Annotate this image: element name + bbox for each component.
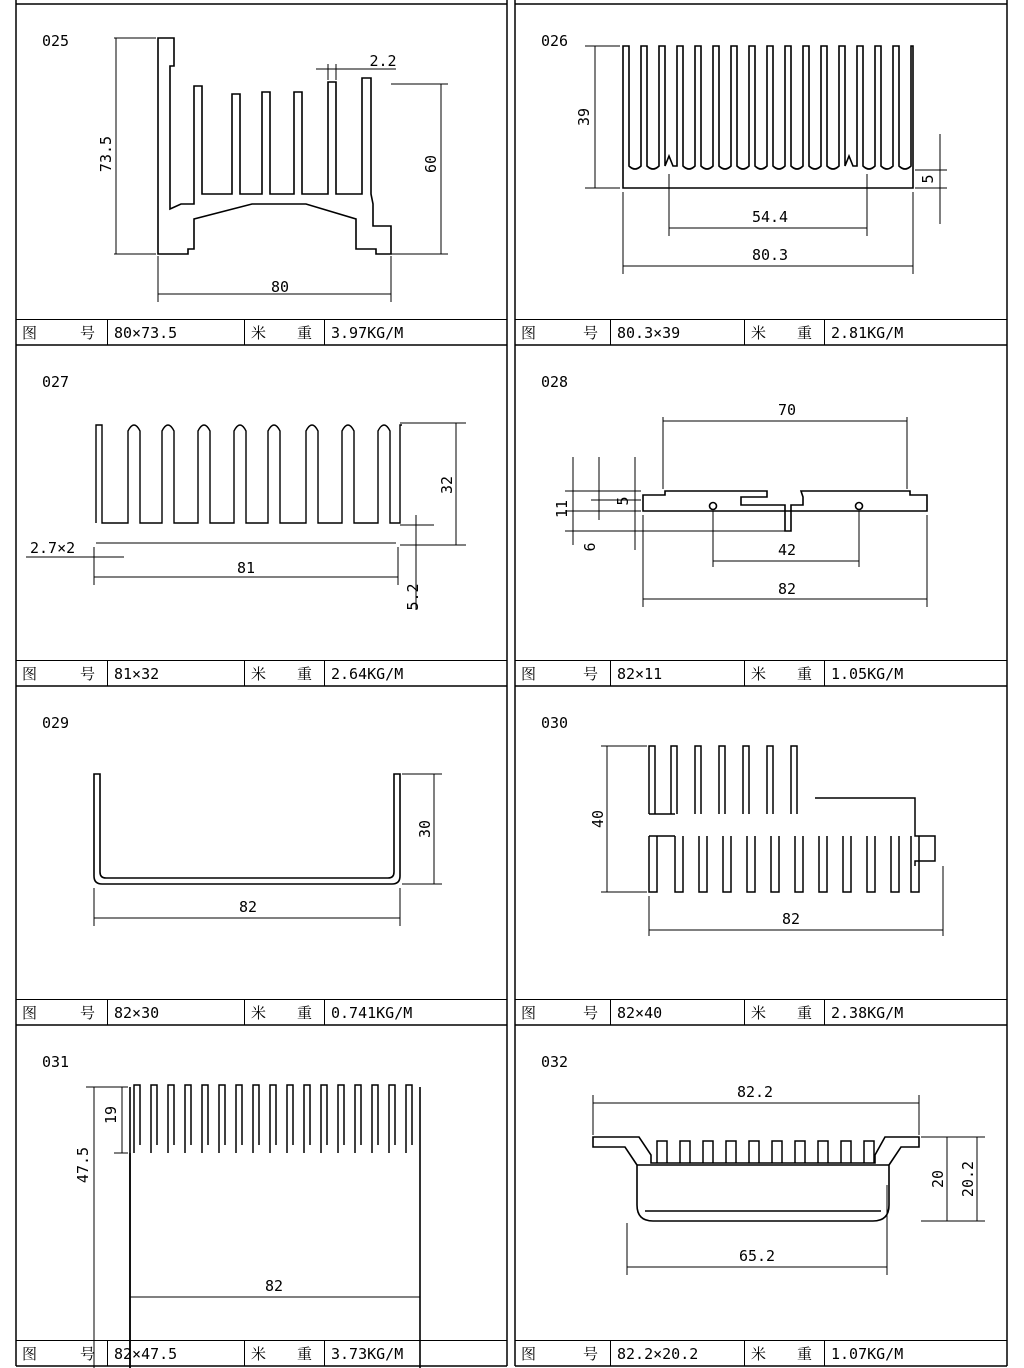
fin (657, 1141, 667, 1163)
label-weight-b: 重 (296, 1004, 312, 1022)
profile-030-drawing (515, 686, 1007, 999)
label-figure-a: 图 (22, 665, 38, 683)
fin (749, 1141, 759, 1163)
fin (743, 746, 749, 814)
profile-card-028 (515, 345, 1007, 686)
size-value: 81×32 (108, 661, 245, 686)
label-weight-a: 米 (251, 1345, 267, 1363)
info-row (515, 660, 1007, 686)
profile-card-032 (515, 1025, 1007, 1366)
dim-h11: 11 (553, 499, 571, 519)
label-figure-a: 图 (521, 324, 537, 342)
label-figure-b: 号 (79, 1345, 95, 1363)
profile-card-025 (16, 4, 507, 345)
label-weight-b: 重 (296, 665, 312, 683)
label-figure-b: 号 (582, 1004, 598, 1022)
weight-value: 1.07KG/M (831, 1344, 904, 1363)
profile-025-drawing (16, 4, 507, 319)
dim-base: 5 (919, 174, 937, 184)
profile-card-029 (16, 686, 507, 1025)
fin (134, 1085, 140, 1153)
fin (287, 1085, 293, 1153)
fin (389, 1085, 395, 1153)
profile-code: 030 (541, 714, 569, 732)
size-value: 80.3×39 (611, 320, 745, 345)
info-row (515, 999, 1007, 1025)
label-weight-a: 米 (251, 665, 267, 683)
fin (791, 746, 797, 814)
info-row (16, 999, 507, 1025)
fin (406, 1085, 412, 1153)
profile-card-030 (515, 686, 1007, 1025)
profile-code: 032 (541, 1053, 569, 1071)
dim-height: 30 (416, 819, 434, 839)
profile-code: 026 (541, 32, 569, 50)
weight-value: 3.97KG/M (331, 323, 404, 342)
profile-028-drawing (515, 345, 1007, 660)
label-figure-a: 图 (22, 1345, 38, 1363)
fin (168, 1085, 174, 1153)
fin (649, 746, 655, 814)
profile-027-drawing (16, 345, 507, 660)
size-value: 82×30 (108, 1000, 245, 1025)
profile-code: 027 (42, 373, 70, 391)
fin (695, 746, 701, 814)
dim-width: 81 (236, 559, 256, 577)
fin (219, 1085, 225, 1153)
label-figure-a: 图 (521, 665, 537, 683)
label-figure-b: 号 (79, 665, 95, 683)
profile-032-drawing (515, 1025, 1007, 1340)
label-weight-b: 重 (796, 324, 812, 342)
dim-width: 82 (781, 910, 801, 928)
fin (726, 1141, 736, 1163)
info-row (515, 319, 1007, 345)
label-figure-a: 图 (521, 1345, 537, 1363)
profile-card-031 (16, 1025, 507, 1366)
fin (819, 836, 827, 892)
label-figure-a: 图 (521, 1004, 537, 1022)
fin (270, 1085, 276, 1153)
fin (699, 836, 707, 892)
weight-value: 2.38KG/M (831, 1003, 904, 1022)
profile-card-027 (16, 345, 507, 686)
size-value: 82×11 (611, 661, 745, 686)
weight-value: 2.64KG/M (331, 664, 404, 683)
label-weight-b: 重 (796, 1345, 812, 1363)
dim-width: 82.2 (736, 1083, 774, 1101)
fin (338, 1085, 344, 1153)
label-weight-a: 米 (251, 324, 267, 342)
fin (723, 836, 731, 892)
profile-031-drawing (16, 1025, 507, 1340)
fin (202, 1085, 208, 1153)
fin (304, 1085, 310, 1153)
dim-width: 82 (777, 580, 797, 598)
fin (772, 1141, 782, 1163)
dim-base: 5.2 (404, 583, 422, 611)
label-weight-a: 米 (251, 1004, 267, 1022)
label-weight-a: 米 (751, 1345, 767, 1363)
fin (372, 1085, 378, 1153)
fin (321, 1085, 327, 1153)
dim-inner: 65.2 (738, 1247, 776, 1265)
fin (253, 1085, 259, 1153)
profile-code: 031 (42, 1053, 70, 1071)
label-figure-b: 号 (582, 324, 598, 342)
fin (795, 1141, 805, 1163)
fin (767, 746, 773, 814)
info-row (16, 319, 507, 345)
label-figure-a: 图 (22, 324, 38, 342)
dim-h6: 6 (581, 542, 599, 552)
dim-holes: 42 (777, 541, 797, 559)
fin (795, 836, 803, 892)
label-weight-a: 米 (751, 324, 767, 342)
label-weight-b: 重 (296, 1345, 312, 1363)
dim-height: 32 (438, 475, 456, 495)
fin (703, 1141, 713, 1163)
fin (843, 836, 851, 892)
info-row (515, 1340, 1007, 1366)
profile-code: 029 (42, 714, 70, 732)
dim-inner-height: 60 (422, 154, 440, 174)
profile-card-026 (515, 4, 1007, 345)
size-value: 80×73.5 (108, 320, 245, 345)
dim-h20: 20 (929, 1169, 947, 1189)
fin (675, 836, 683, 892)
fin (747, 836, 755, 892)
profile-029-drawing (16, 686, 507, 999)
fin (236, 1085, 242, 1153)
info-row (16, 660, 507, 686)
fin (771, 836, 779, 892)
weight-value: 1.05KG/M (831, 664, 904, 683)
dim-fin: 19 (102, 1105, 120, 1125)
label-weight-b: 重 (296, 324, 312, 342)
dim-top: 70 (777, 401, 797, 419)
profile-026-drawing (515, 4, 1007, 319)
dim-width: 82 (264, 1277, 284, 1295)
info-row (16, 1340, 507, 1366)
fin (841, 1141, 851, 1163)
dim-h202: 20.2 (959, 1160, 977, 1198)
size-value: 82×40 (611, 1000, 745, 1025)
dim-height: 73.5 (97, 135, 115, 173)
label-weight-b: 重 (796, 1004, 812, 1022)
fin (891, 836, 899, 892)
dim-width: 82 (238, 898, 258, 916)
label-weight-a: 米 (751, 665, 767, 683)
fin (355, 1085, 361, 1153)
label-weight-a: 米 (751, 1004, 767, 1022)
fin (867, 836, 875, 892)
fin (818, 1141, 828, 1163)
fin (185, 1085, 191, 1153)
fin (671, 746, 677, 814)
size-value: 82×47.5 (108, 1341, 245, 1366)
fin (151, 1085, 157, 1153)
weight-value: 3.73KG/M (331, 1344, 404, 1363)
weight-value: 0.741KG/M (331, 1003, 413, 1022)
heatsink-body (623, 46, 913, 188)
label-figure-a: 图 (22, 1004, 38, 1022)
dim-width: 80 (270, 278, 290, 296)
dim-height: 40 (589, 809, 607, 829)
dim-h5: 5 (614, 496, 632, 506)
label-figure-b: 号 (582, 1345, 598, 1363)
dim-width: 80.3 (751, 246, 789, 264)
label-figure-b: 号 (79, 324, 95, 342)
profile-code: 025 (42, 32, 70, 50)
size-value: 82.2×20.2 (611, 1341, 745, 1366)
fin (649, 836, 657, 892)
weight-value: 2.81KG/M (831, 323, 904, 342)
fin (719, 746, 725, 814)
dim-inner: 54.4 (751, 208, 789, 226)
label-figure-b: 号 (582, 665, 598, 683)
label-weight-b: 重 (796, 665, 812, 683)
label-figure-b: 号 (79, 1004, 95, 1022)
dim-fin: 2.7×2 (30, 539, 76, 557)
profile-code: 028 (541, 373, 569, 391)
dim-fin: 2.2 (369, 52, 397, 70)
fin (864, 1141, 874, 1163)
dim-height: 39 (575, 107, 593, 127)
fin (680, 1141, 690, 1163)
heatsink-body (96, 425, 402, 523)
dim-height: 47.5 (74, 1146, 92, 1184)
